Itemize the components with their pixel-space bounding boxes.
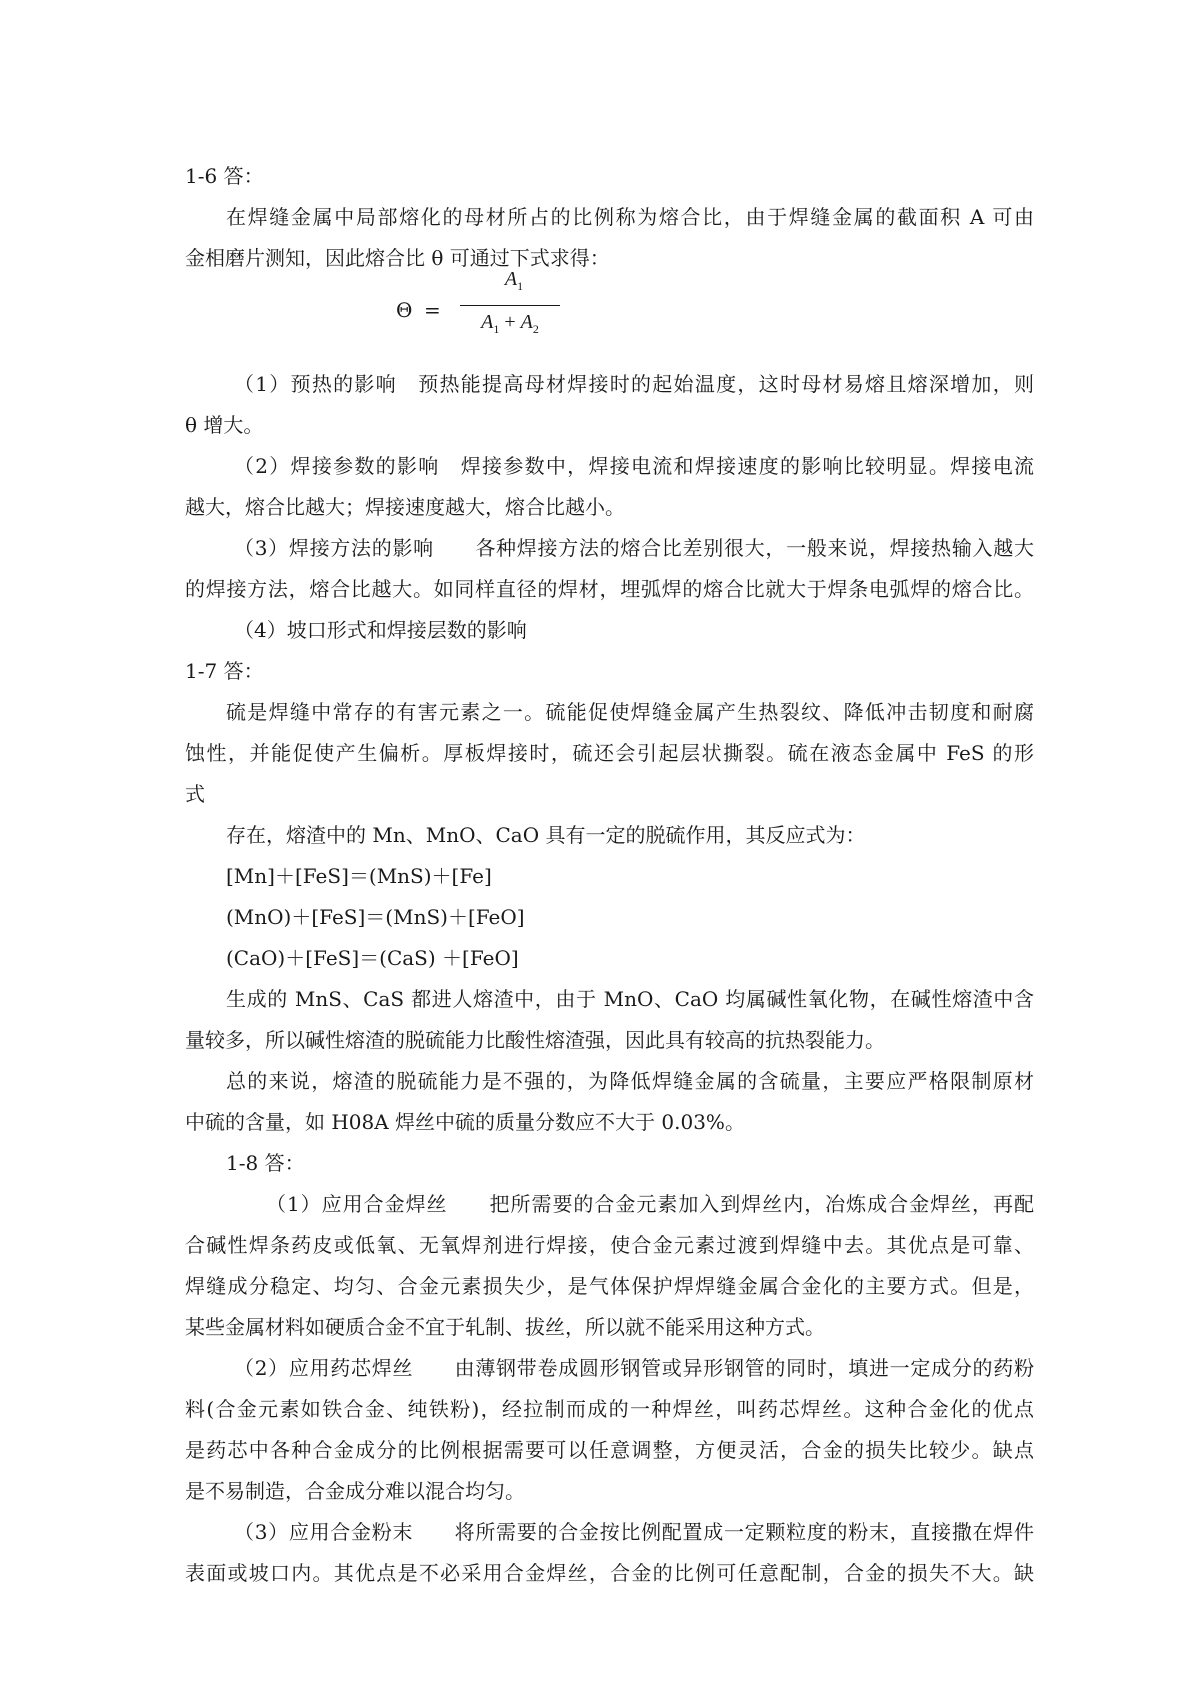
heading-1-6: 1-6 答： bbox=[185, 164, 264, 188]
paragraph-line: 表面或坡口内。其优点是不必采用合金焊丝，合金的比例可任意配制，合金的损失不大。缺 bbox=[185, 1561, 1034, 1585]
fusion-ratio-formula bbox=[396, 268, 566, 348]
formula-equals: = bbox=[424, 298, 441, 322]
paragraph-line: （1）预热的影响 预热能提高母材焊接时的起始温度，这时母材易熔且熔深增加，则 bbox=[234, 372, 1034, 396]
paragraph-line: （4）坡口形式和焊接层数的影响 bbox=[234, 618, 527, 642]
paragraph-line: （3）应用合金粉末 将所需要的合金按比例配置成一定颗粒度的粉末，直接撒在焊件 bbox=[234, 1520, 1034, 1544]
paragraph-line: 中硫的含量，如 H08A 焊丝中硫的质量分数应不大于 0.03%。 bbox=[185, 1110, 745, 1134]
formula-denominator: $A_1 + A_2$ bbox=[481, 311, 539, 336]
paragraph-line: 金相磨片测知，因此熔合比 θ 可通过下式求得： bbox=[185, 246, 610, 270]
reaction-equation: (MnO)＋[FeS]＝(MnS)＋[FeO] bbox=[226, 905, 525, 929]
paragraph-line: 硫是焊缝中常存的有害元素之一。硫能促使焊缝金属产生热裂纹、降低冲击韧度和耐腐 bbox=[226, 700, 1034, 724]
paragraph-line: （3）焊接方法的影响 各种焊接方法的熔合比差别很大，一般来说，焊接热输入越大 bbox=[234, 536, 1034, 560]
paragraph-line: 是不易制造，合金成分难以混合均匀。 bbox=[185, 1479, 525, 1503]
paragraph-line: （2）应用药芯焊丝 由薄钢带卷成圆形钢管或异形钢管的同时，填进一定成分的药粉 bbox=[234, 1356, 1034, 1380]
paragraph-line: 式 bbox=[185, 782, 205, 806]
heading-1-8: 1-8 答： bbox=[226, 1151, 305, 1175]
reaction-equation: [Mn]＋[FeS]＝(MnS)＋[Fe] bbox=[226, 864, 492, 888]
paragraph-line: （1）应用合金焊丝 把所需要的合金元素加入到焊丝内，冶炼成合金焊丝，再配 bbox=[266, 1192, 1034, 1216]
paragraph-line: 某些金属材料如硬质合金不宜于轧制、拔丝，所以就不能采用这种方式。 bbox=[185, 1315, 825, 1339]
paragraph-line: 蚀性，并能促使产生偏析。厚板焊接时，硫还会引起层状撕裂。硫在液态金属中 FeS 的形 bbox=[185, 741, 1034, 765]
formula-theta: Θ bbox=[396, 298, 413, 322]
paragraph-line: 料(合金元素如铁合金、纯铁粉)，经拉制而成的一种焊丝，叫药芯焊丝。这种合金化的优点 bbox=[185, 1397, 1034, 1421]
paragraph-line: 焊缝成分稳定、均匀、合金元素损失少，是气体保护焊焊缝金属合金化的主要方式。但是， bbox=[185, 1274, 1034, 1298]
paragraph-line: 在焊缝金属中局部熔化的母材所占的比例称为熔合比，由于焊缝金属的截面积 A 可由 bbox=[226, 205, 1034, 229]
paragraph-line: （2）焊接参数的影响 焊接参数中，焊接电流和焊接速度的影响比较明显。焊接电流 bbox=[234, 454, 1034, 478]
paragraph-line: 存在，熔渣中的 Mn、MnO、CaO 具有一定的脱硫作用，其反应式为： bbox=[226, 823, 866, 847]
paragraph-line: θ 增大。 bbox=[185, 413, 264, 437]
paragraph-line: 总的来说，熔渣的脱硫能力是不强的，为降低焊缝金属的含硫量，主要应严格限制原材 bbox=[226, 1069, 1034, 1093]
fraction-bar bbox=[460, 305, 560, 306]
paragraph-line: 的焊接方法，熔合比越大。如同样直径的焊材，埋弧焊的熔合比就大于焊条电弧焊的熔合比。 bbox=[185, 577, 1034, 601]
heading-1-7: 1-7 答： bbox=[185, 659, 264, 683]
paragraph-line: 量较多，所以碱性熔渣的脱硫能力比酸性熔渣强，因此具有较高的抗热裂能力。 bbox=[185, 1028, 885, 1052]
paragraph-line: 是药芯中各种合金成分的比例根据需要可以任意调整，方便灵活，合金的损失比较少。缺点 bbox=[185, 1438, 1034, 1462]
reaction-equation: (CaO)＋[FeS]＝(CaS) ＋[FeO] bbox=[226, 946, 519, 970]
formula-numerator: $A_1$ bbox=[504, 268, 524, 293]
paragraph-line: 生成的 MnS、CaS 都进人熔渣中，由于 MnO、CaO 均属碱性氧化物，在碱性熔渣中含 bbox=[226, 987, 1034, 1011]
paragraph-line: 合碱性焊条药皮或低氧、无氧焊剂进行焊接，使合金元素过渡到焊缝中去。其优点是可靠、 bbox=[185, 1233, 1034, 1257]
paragraph-line: 越大，熔合比越大；焊接速度越大，熔合比越小。 bbox=[185, 495, 625, 519]
